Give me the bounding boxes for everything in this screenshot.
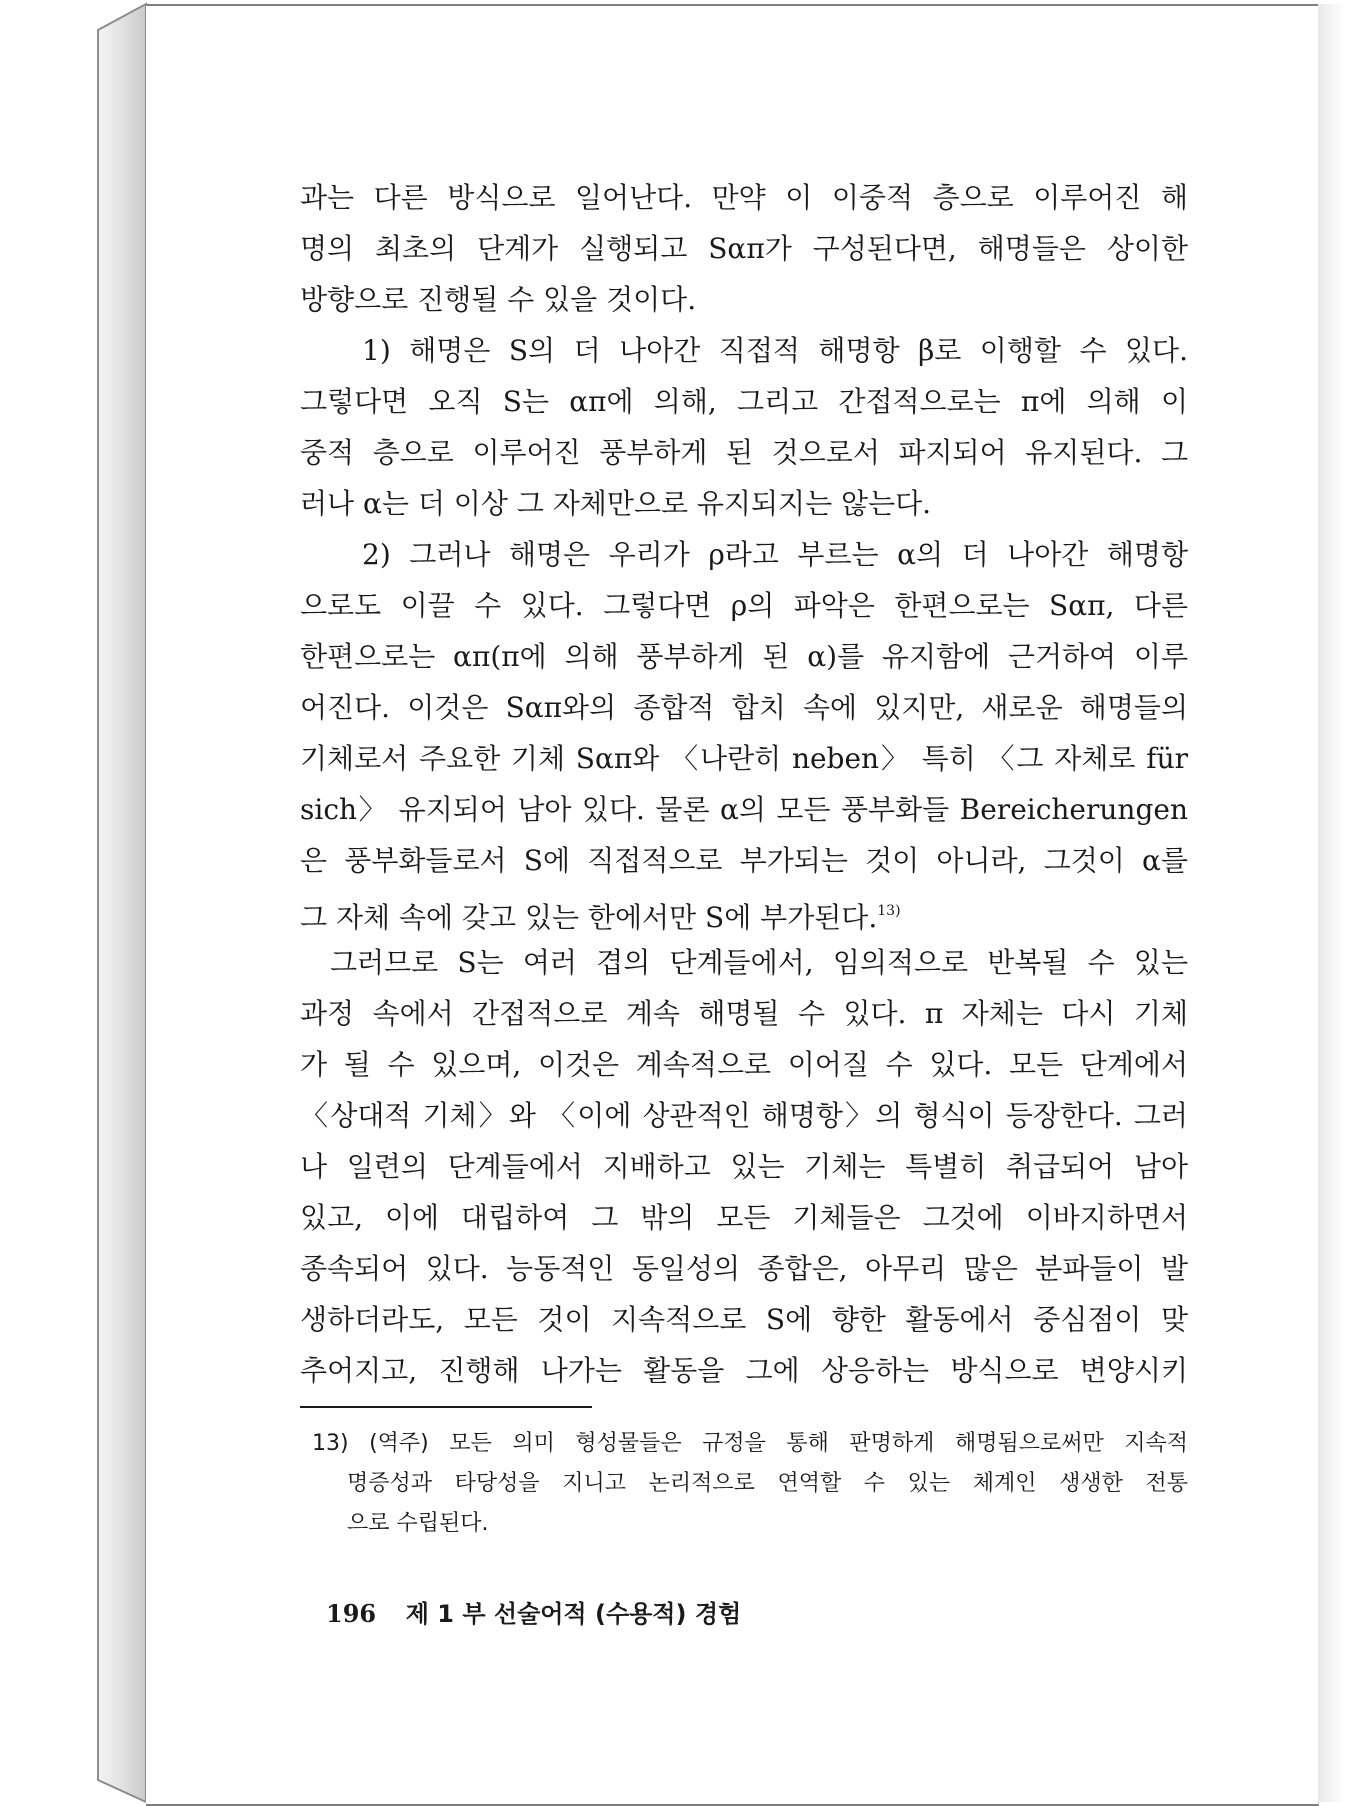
body-line: 그렇다면 오직 S는 απ에 의해, 그리고 간접적으로는 π에 의해 이 <box>300 385 1188 418</box>
body-line: 중적 층으로 이루어진 풍부하게 된 것으로서 파지되어 유지된다. 그 <box>300 436 1188 469</box>
body-line: 가 될 수 있으며, 이것은 계속적으로 이어질 수 있다. 모든 단계에서 <box>300 1048 1188 1081</box>
body-line: 2) 그러나 해명은 우리가 ρ라고 부르는 α의 더 나아간 해명항 <box>362 538 1188 571</box>
body-line: 명의 최초의 단계가 실행되고 Sαπ가 구성된다면, 해명들은 상이한 <box>300 232 1188 265</box>
body-line: 〈상대적 기체〉와 〈이에 상관적인 해명항〉의 형식이 등장한다. 그러 <box>300 1099 1188 1132</box>
footnote-line: 명증성과 타당성을 지니고 논리적으로 연역할 수 있는 체계인 생생한 전통 <box>347 1471 1188 1496</box>
body-line: 과는 다른 방식으로 일어난다. 만약 이 이중적 층으로 이루어진 해 <box>300 181 1188 214</box>
body-line: sich〉 유지되어 남아 있다. 물론 α의 모든 풍부화들 Bereicherungen <box>300 793 1188 826</box>
footnote-section <box>312 1424 1188 1544</box>
body-line: 있고, 이에 대립하여 그 밖의 모든 기체들은 그것에 이바지하면서 <box>300 1201 1188 1234</box>
page-edge-shadow <box>1318 4 1345 1802</box>
footnote-line: 13) (역주) 모든 의미 형성물들은 규정을 통해 판명하게 해명됨으로써만 지속적 <box>312 1431 1188 1456</box>
body-line: 러나 α는 더 이상 그 자체만으로 유지되지는 않는다. <box>300 487 932 520</box>
body-line: 나 일련의 단계들에서 지배하고 있는 기체는 특별히 취급되어 남아 <box>300 1150 1188 1183</box>
body-line: 종속되어 있다. 능동적인 동일성의 종합은, 아무리 많은 분파들이 발 <box>300 1252 1188 1285</box>
footnote-reference[interactable]: 13) <box>877 903 901 919</box>
body-line: 어진다. 이것은 Sαπ와의 종합적 합치 속에 있지만, 새로운 해명들의 <box>300 691 1188 724</box>
body-line: 생하더라도, 모든 것이 지속적으로 S에 향한 활동에서 중심점이 맞 <box>300 1303 1188 1336</box>
body-line: 한편으로는 απ(π에 의해 풍부하게 된 α)를 유지함에 근거하여 이루 <box>300 640 1188 673</box>
footnote-line: 으로 수립된다. <box>347 1511 489 1536</box>
body-line: 은 풍부화들로서 S에 직접적으로 부가되는 것이 아니라, 그것이 α를 <box>300 844 1188 877</box>
body-line <box>300 886 1188 937</box>
body-line: 방향으로 진행될 수 있을 것이다. <box>300 283 697 316</box>
page-footer <box>326 1594 741 1629</box>
footnote-divider <box>300 1406 592 1408</box>
body-text <box>300 172 1188 1396</box>
body-line: 으로도 이끌 수 있다. 그렇다면 ρ의 파악은 한편으로는 Sαπ, 다른 <box>300 589 1188 622</box>
body-line: 추어지고, 진행해 나가는 활동을 그에 상응하는 방식으로 변양시키 <box>300 1354 1188 1387</box>
body-line: 과정 속에서 간접적으로 계속 해명될 수 있다. π 자체는 다시 기체 <box>300 997 1188 1030</box>
page-number: 196 <box>326 1599 377 1628</box>
running-head: 제 1 부 선술어적 (수용적) 경험 <box>405 1600 742 1628</box>
body-line: 그러므로 S는 여러 겹의 단계들에서, 임의적으로 반복될 수 있는 <box>330 946 1188 979</box>
body-line: 1) 해명은 S의 더 나아간 직접적 해명항 β로 이행할 수 있다. <box>362 334 1188 367</box>
body-line-text: 그 자체 속에 갖고 있는 한에서만 S에 부가된다. <box>300 901 878 934</box>
body-line: 기체로서 주요한 기체 Sαπ와 〈나란히 neben〉 특히 〈그 자체로 für <box>300 742 1188 775</box>
